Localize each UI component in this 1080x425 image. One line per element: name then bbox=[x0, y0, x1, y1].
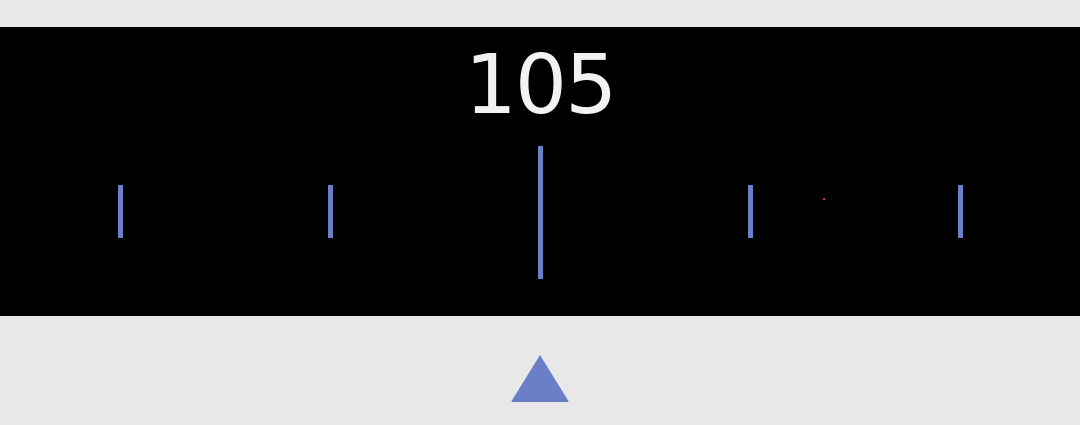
ruler-tick bbox=[748, 185, 753, 238]
value-ruler[interactable] bbox=[0, 27, 1080, 316]
marker-dot bbox=[823, 198, 825, 200]
triangle-up-icon bbox=[511, 355, 569, 402]
ruler-tick bbox=[118, 185, 123, 238]
top-strip bbox=[0, 0, 1080, 27]
indicator-panel bbox=[0, 316, 1080, 425]
value-readout: 105 bbox=[464, 38, 616, 133]
ruler-tick-center bbox=[538, 146, 543, 279]
ruler-tick bbox=[328, 185, 333, 238]
ruler-tick bbox=[958, 185, 963, 238]
